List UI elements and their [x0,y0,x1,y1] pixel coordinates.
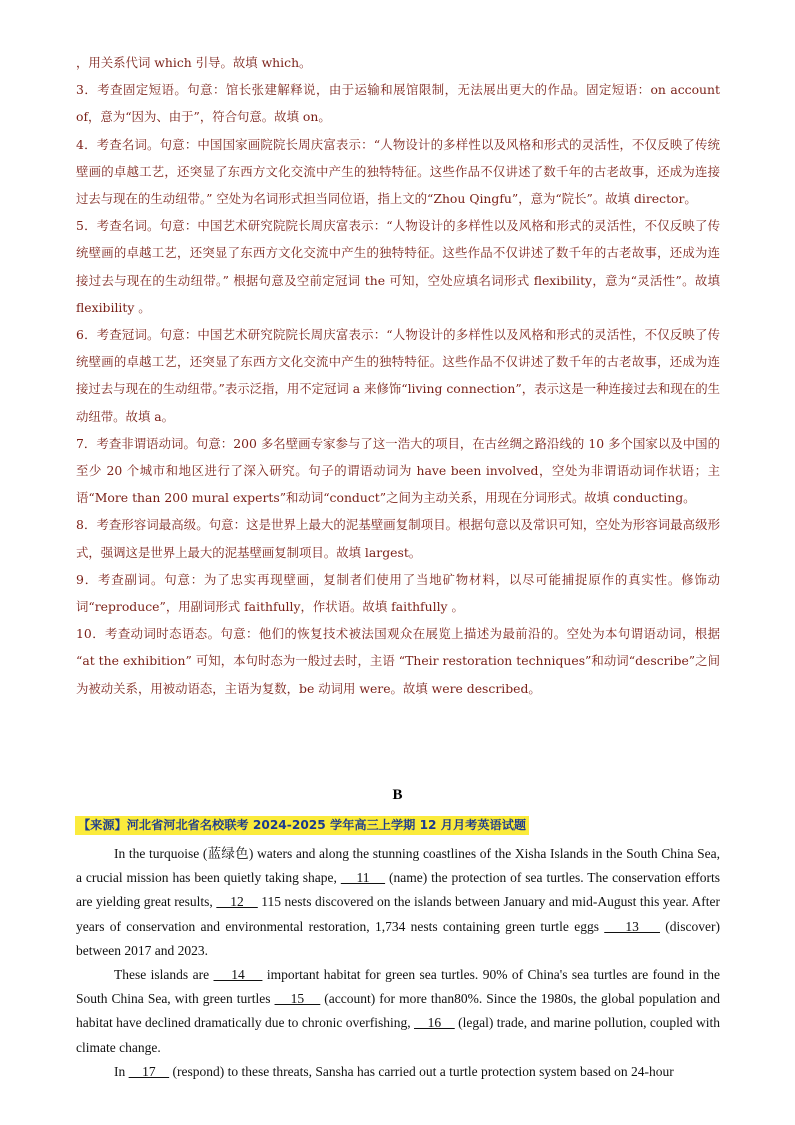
answer-item-9: 9．考查副词。句意：为了忠实再现壁画，复制者们使用了当地矿物材料，以尽可能捕捉原作的真实性。修饰动词“reproduce”，用副词形式 faithfully，作状语。故填 faithfully 。 [76,571,720,615]
passage-paragraph [76,1060,720,1084]
blank-14: 14 [213,967,263,983]
section-heading: B [392,787,403,803]
blank-13: 13 [604,918,660,934]
passage-text: (legal) trade, and marine pollution, coupled with climate change. [76,1015,724,1055]
passage-text: 115 nests discovered on the islands between January and mid-August this year. After years of conservation and environmental restoration, 1,734 nests containing green turtle eggs [76,894,724,934]
passage-text: (discover) between 2017 and 2023. [76,918,724,958]
answer-line: ，用关系代词 which 引导。故填 which。 [76,55,312,70]
answer-item-5: 5．考查名词。句意：中国艺术研究院院长周庆富表示：“人物设计的多样性以及风格和形式的灵活性，不仅反映了传统壁画的卓越工艺，还突显了东西方文化交流中产生的独特特征。这些作品不仅讲述了数千年的古老故事，还成为连接过去与现在的生动纽带。” 根据句意及空前定冠词 the 可知，空处应填名词形式 flexibility，意为“灵活性”。故填 flexibility 。 [76,218,724,315]
passage-text: important habitat for green sea turtles. 90% of China's sea turtles are found in the South China Sea, with green turtles [76,967,724,1007]
passage-text: In the turquoise (蓝绿色) waters and along the stunning coastlines of the Xisha Islands in the South China Sea, a crucial mission has been quietly taking shape, [76,846,724,886]
answer-item-6: 6．考查冠词。句意：中国艺术研究院院长周庆富表示：“人物设计的多样性以及风格和形式的灵活性，不仅反映了传统壁画的卓越工艺，还突显了东西方文化交流中产生的独特特征。这些作品不仅讲述了数千年的古老故事，还成为连接过去与现在的生动纽带。”表示泛指，用不定冠词 a 来修饰“living connection”，表示这是一种连接过去和现在的生动纽带。故填 a。 [76,327,720,424]
passage-paragraph [76,842,724,963]
answer-item-8: 8．考查形容词最高级。句意：这是世界上最大的泥基壁画复制项目。根据句意以及常识可知，空处为形容词最高级形式，强调这是世界上最大的泥基壁画复制项目。故填 largest。 [76,517,720,560]
blank-12: 12 [216,894,258,910]
passage-text: (respond) to these threats, Sansha has carried out a turtle protection system based on 24-hour [169,1063,674,1079]
passage-text: In [114,1063,129,1079]
reading-passage [76,842,724,1084]
passage-text: (account) for more than80%. Since the 1980s, the global population and habitat have declined dramatically due to chronic overfishing, [76,991,724,1031]
blank-15: 15 [274,991,321,1007]
blank-17: 17 [128,1063,170,1079]
answer-explanations [76,49,724,702]
blank-11: 11 [340,870,386,886]
answer-item-4: 4．考查名词。句意：中国国家画院院长周庆富表示：“人物设计的多样性以及风格和形式的灵活性，不仅反映了传统壁画的卓越工艺，还突显了东西方文化交流中产生的独特特征。这些作品不仅讲述了数千年的古老故事，还成为连接过去与现在的生动纽带。” 空处为名词形式担当同位语，指上文的“Zhou Qingfu”，意为“院长”。故填 director。 [76,136,720,207]
passage-text: These islands are [114,967,214,983]
answer-item-3: 3．考查固定短语。句意：馆长张建解释说，由于运输和展馆限制，无法展出更大的作品。固定短语：on account of，意为“因为、由于”，符合句意。故填 on。 [76,82,724,125]
answer-item-7: 7．考查非谓语动词。句意：200 多名壁画专家参与了这一浩大的项目，在古丝绸之路沿线的 10 多个国家以及中国的至少 20 个城市和地区进行了深入研究。句子的谓语动词为 have been involved，空处为非谓语动词作状语；主语“More than 200 mural experts”和动词“conduct”之间为主动关系，用现在分词形式。故填 conducting。 [76,435,720,506]
passage-text: (name) the protection of sea turtles. The conservation efforts are yielding great results, [76,870,724,910]
passage-paragraph [76,963,724,1060]
answer-item-10: 10．考查动词时态语态。句意：他们的恢复技术被法国观众在展览上描述为最前沿的。空处为本句谓语动词，根据 “at the exhibition” 可知，本句时态为一般过去时，主语 “Their restoration techniques”和动词“describe”之间为被动关系，用被动语态，主语为复数，be 动词用 were。故填 were described。 [76,626,724,696]
blank-16: 16 [414,1015,455,1031]
source-label: 【来源】河北省河北省名校联考 2024-2025 学年高三上学期 12 月月考英语试题 [75,816,529,835]
